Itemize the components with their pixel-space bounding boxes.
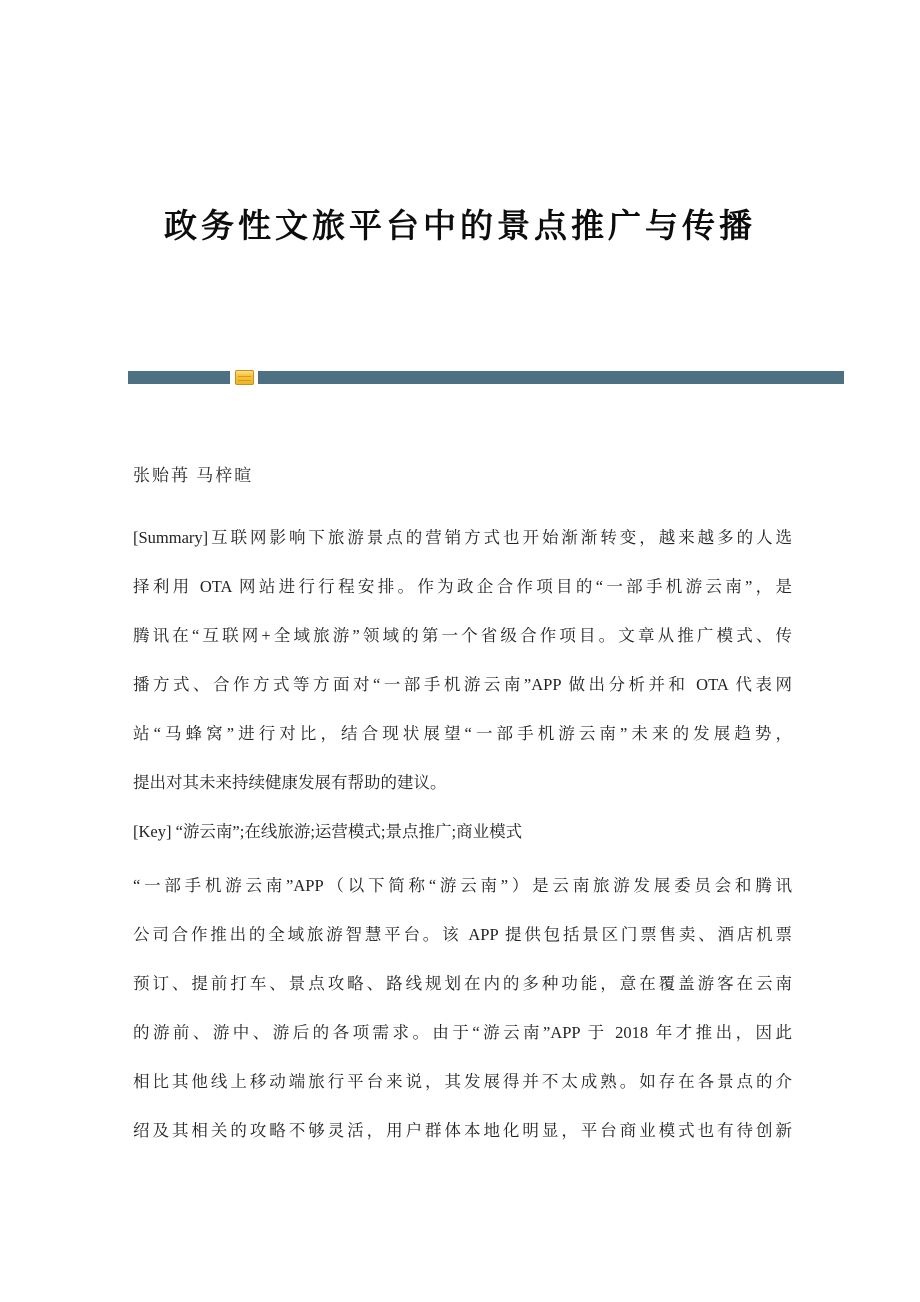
text-line: [Key] “游云南”;在线旅游;运营模式;景点推广;商业模式 bbox=[133, 822, 523, 841]
section-divider bbox=[128, 366, 844, 388]
text-line: 站“马蜂窝”进行对比，结合现状展望“一部手机游云南”未来的发展趋势， bbox=[133, 724, 792, 743]
article-text-column bbox=[133, 513, 792, 1155]
divider-bar-left bbox=[128, 371, 230, 384]
text-line: [Summary]互联网影响下旅游景点的营销方式也开始渐渐转变，越来越多的人选 bbox=[133, 528, 792, 547]
divider-bar-right bbox=[258, 371, 844, 384]
page-title: 政务性文旅平台中的景点推广与传播 bbox=[164, 209, 756, 245]
text-line: 预订、提前打车、景点攻略、路线规划在内的多种功能，意在覆盖游客在云南 bbox=[133, 974, 792, 993]
envelope-icon bbox=[235, 370, 254, 385]
text-line: 相比其他线上移动端旅行平台来说，其发展得并不太成熟。如存在各景点的介 bbox=[133, 1072, 792, 1091]
summary-paragraph bbox=[133, 513, 792, 807]
text-line: 择利用 OTA 网站进行行程安排。作为政企合作项目的“一部手机游云南”，是 bbox=[133, 577, 792, 596]
text-line: 播方式、合作方式等方面对“一部手机游云南”APP 做出分析并和 OTA 代表网 bbox=[133, 675, 792, 694]
text-line: 的游前、游中、游后的各项需求。由于“游云南”APP 于 2018 年才推出，因此 bbox=[133, 1023, 792, 1042]
body-paragraph bbox=[133, 861, 792, 1155]
text-line: 提出对其未来持续健康发展有帮助的建议。 bbox=[133, 773, 447, 792]
text-line: “一部手机游云南”APP（以下简称“游云南”）是云南旅游发展委员会和腾讯 bbox=[133, 876, 792, 895]
text-line: 绍及其相关的攻略不够灵活，用户群体本地化明显，平台商业模式也有待创新 bbox=[133, 1121, 792, 1140]
text-line: 公司合作推出的全域旅游智慧平台。该 APP 提供包括景区门票售卖、酒店机票 bbox=[133, 925, 792, 944]
authors-line: 张贻苒 马梓暄 bbox=[133, 466, 254, 485]
text-line: 腾讯在“互联网+全域旅游”领域的第一个省级合作项目。文章从推广模式、传 bbox=[133, 626, 792, 645]
divider-icon-slot bbox=[230, 370, 258, 385]
keywords-line bbox=[133, 807, 792, 856]
